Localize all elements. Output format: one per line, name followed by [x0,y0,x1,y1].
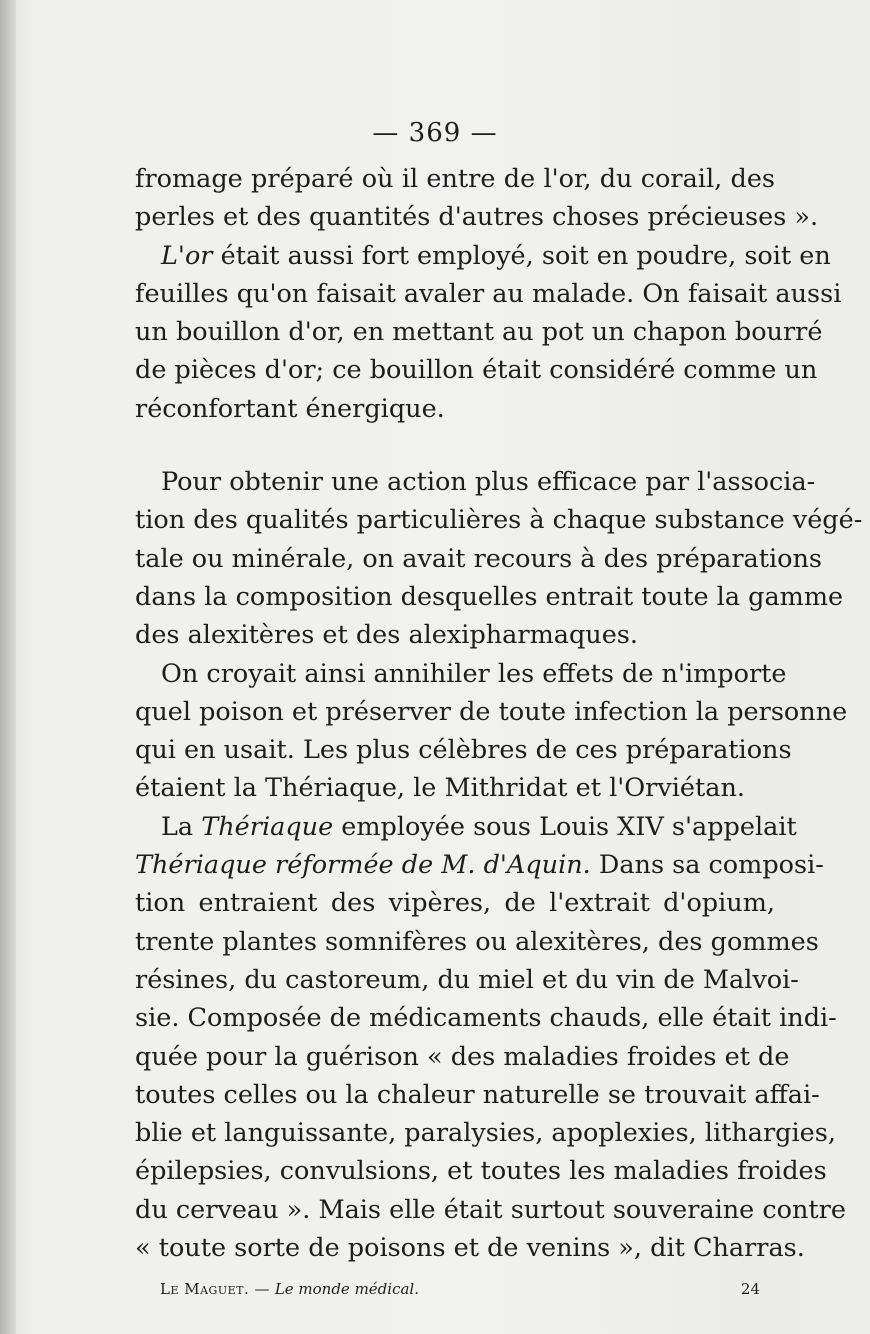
text-segment: Dans sa composi- [590,850,824,881]
text-line [135,923,819,961]
text-line [135,160,775,198]
text-segment: un bouillon d'or, en mettant au pot un chapon bourré [135,317,823,348]
text-line [135,198,819,236]
text-segment: des alexitères et des alexipharmaques. [135,620,638,651]
paragraph [135,160,819,237]
text-line [135,540,823,578]
text-segment: « toute sorte de poisons et de venins », dit Charras. [135,1233,805,1264]
paragraph-gap [135,428,775,463]
text-segment: qui en usait. Les plus célèbres de ces préparations [135,735,792,766]
text-line [135,808,797,846]
text-segment: On croyait ainsi annihiler les effets de n'importe [161,658,787,689]
text-line [135,999,837,1037]
page-footer [160,1280,760,1298]
paragraph [135,655,848,808]
text-line [135,846,824,884]
footer-signature: 24 [740,1280,760,1298]
text-line [135,655,787,693]
text-line [135,1114,836,1152]
text-line [135,1229,805,1267]
text-line [135,961,799,999]
text-line [135,501,863,539]
text-segment: dans la composition desquelles entrait toute la gamme [135,581,844,612]
text-line [135,769,775,807]
paragraph [135,808,846,1268]
text-line [135,463,816,501]
italic-text: Thériaque [201,811,334,842]
text-line [135,390,775,428]
text-segment: La [161,811,202,842]
paragraph [135,237,842,428]
text-line [135,351,818,389]
text-line [135,1152,827,1190]
text-segment: Pour obtenir une action plus efficace par l'associa- [161,467,816,498]
text-segment: étaient la Thériaque, le Mithridat et l'Orviétan. [135,773,745,804]
text-line [135,884,775,922]
text-line [135,275,842,313]
text-segment: tion des qualités particulières à chaque substance végé- [135,505,863,536]
italic-text: L'or [161,240,213,271]
page-gutter [0,0,16,1334]
text-line [135,237,831,275]
paragraph [135,463,863,654]
text-segment: perles et des quantités d'autres choses précieuses ». [135,202,819,233]
italic-text: Thériaque réformée de M. d'Aquin. [135,850,591,881]
text-line [135,1038,790,1076]
text-line [135,616,775,654]
text-segment: quée pour la guérison « des maladies froides et de [135,1041,790,1072]
page-number: — 369 — [372,118,498,148]
text-segment: tion entraient des vipères, de l'extrait d'opium, [135,888,775,919]
body-text [135,160,863,1267]
text-line [135,313,823,351]
text-segment: résines, du castoreum, du miel et du vin de Malvoi- [135,964,799,995]
text-segment: quel poison et préserver de toute infection la personne [135,696,848,727]
text-segment: employée sous Louis XIV s'appelait [333,811,797,842]
text-segment: était aussi fort employé, soit en poudre, soit en [212,240,831,271]
text-segment: sie. Composée de médicaments chauds, elle était indi- [135,1003,837,1034]
footer-title: Le monde médical. [274,1280,419,1298]
text-segment: feuilles qu'on faisait avaler au malade. On faisait aussi [135,278,842,309]
text-segment: toutes celles ou la chaleur naturelle se trouvait affai- [135,1079,820,1110]
text-segment: réconfortant énergique. [135,393,445,424]
text-segment: blie et languissante, paralysies, apoplexies, lithargies, [135,1118,836,1149]
text-segment: de pièces d'or; ce bouillon était considéré comme un [135,355,818,386]
text-segment: épilepsies, convulsions, et toutes les maladies froides [135,1156,827,1187]
text-segment: tale ou minérale, on avait recours à des préparations [135,543,823,574]
text-line [135,693,848,731]
text-line [135,1191,846,1229]
footer-author: Le Maguet. — [160,1280,271,1298]
text-line [135,578,844,616]
text-segment: fromage préparé où il entre de l'or, du corail, des [135,164,775,194]
text-line [135,731,792,769]
text-segment: du cerveau ». Mais elle était surtout souveraine contre [135,1194,846,1225]
text-segment: trente plantes somnifères ou alexitères, des gommes [135,926,819,957]
text-line [135,1076,820,1114]
